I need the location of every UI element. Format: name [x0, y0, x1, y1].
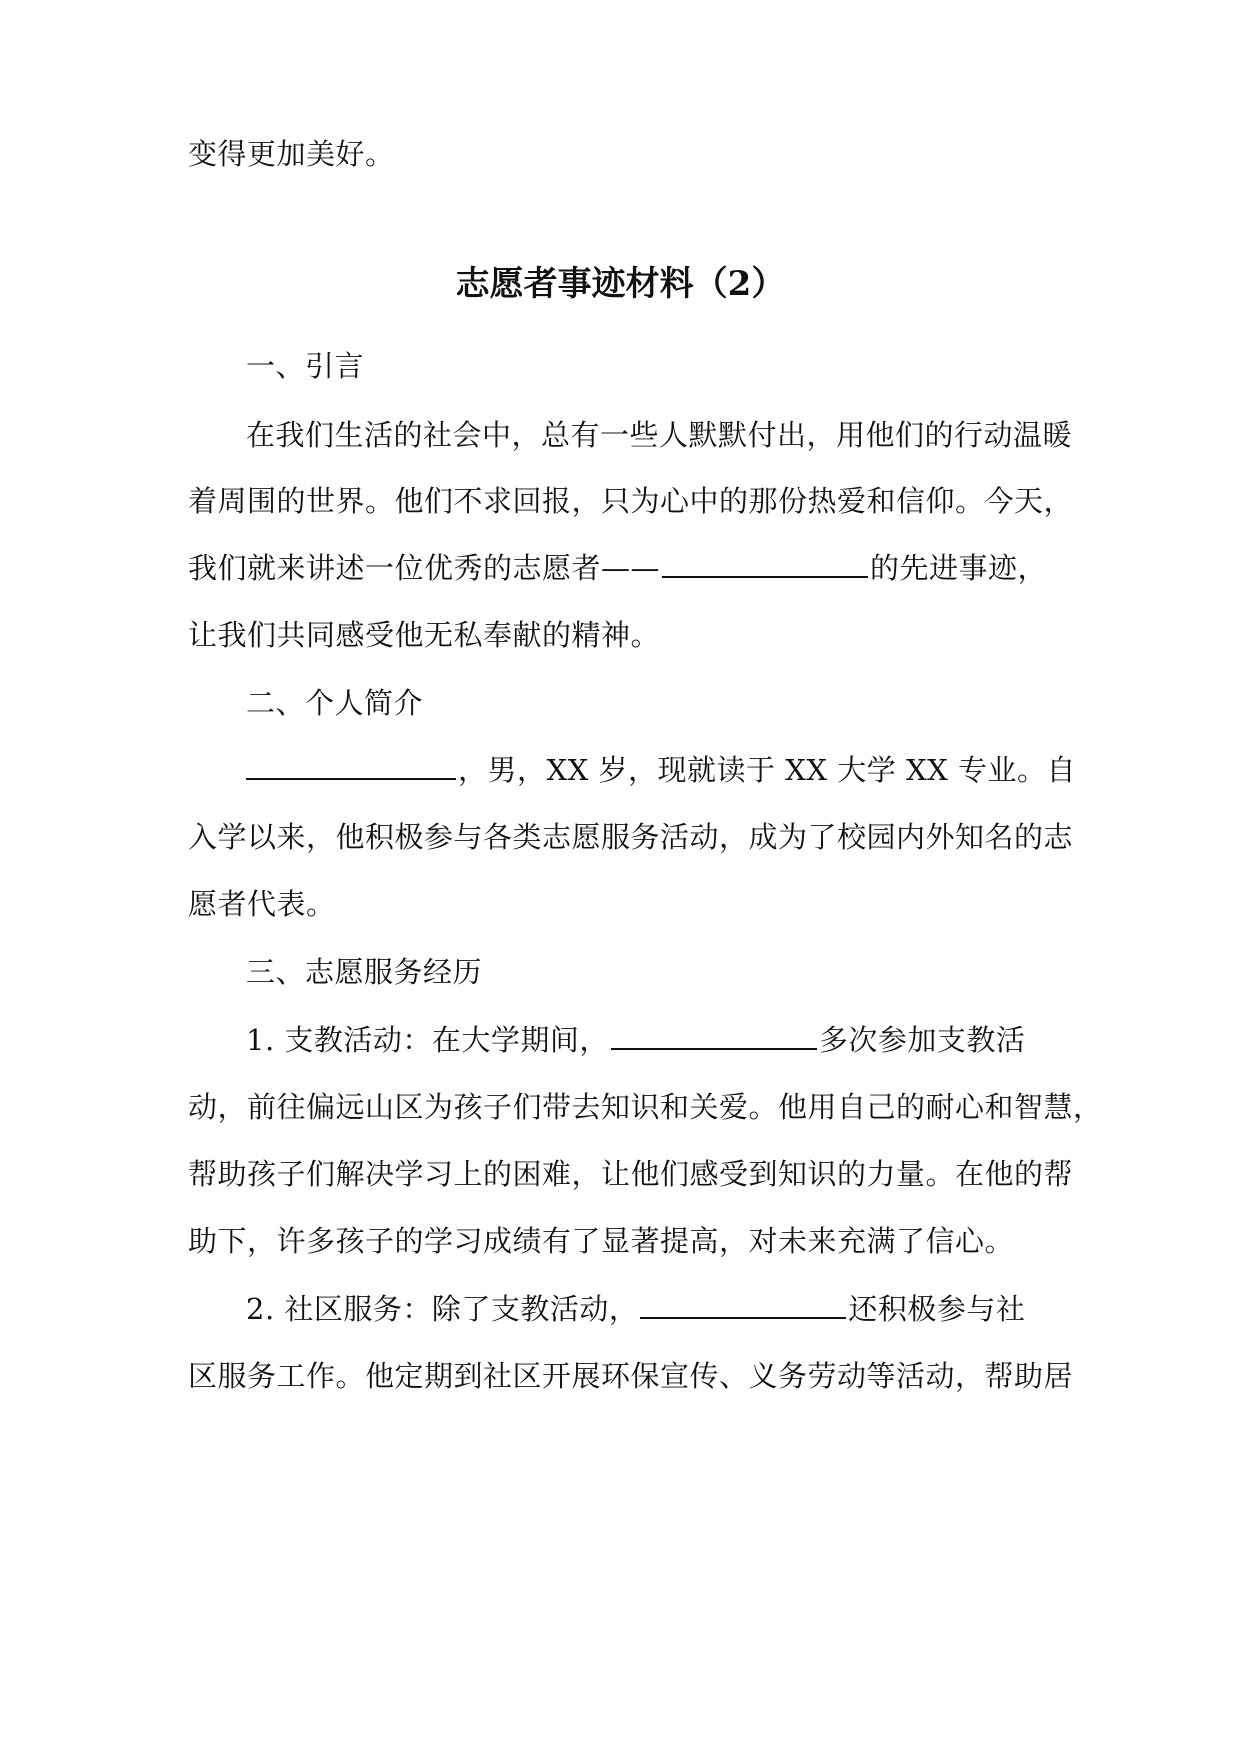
section1-heading: 一、引言 [246, 349, 365, 383]
text-segment: 还积极参与社 [848, 1292, 1026, 1326]
paragraph-line: 在我们生活的社会中，总有一些人默默付出，用他们的行动温暖 [246, 418, 1073, 452]
paragraph-line: 区服务工作。他定期到社区开展环保宣传、义务劳动等活动，帮助居 [188, 1359, 1074, 1393]
name-blank [611, 1022, 817, 1050]
paragraph-line [188, 548, 1068, 588]
section3-heading: 三、志愿服务经历 [246, 955, 483, 989]
paragraph-line: 帮助孩子们解决学习上的困难，让他们感受到知识的力量。在他的帮 [188, 1157, 1074, 1191]
paragraph-line [246, 1289, 1068, 1329]
text-segment: 2. 社区服务：除了支教活动， [246, 1292, 639, 1326]
page-title: 志愿者事迹材料（2） [455, 264, 786, 304]
paragraph-line: 入学以来，他积极参与各类志愿服务活动，成为了校园内外知名的志 [188, 820, 1074, 854]
section2-heading: 二、个人简介 [246, 686, 424, 720]
paragraph-line: 愿者代表。 [188, 887, 336, 921]
paragraph-line [246, 750, 1076, 790]
text-segment: 多次参加支教活 [818, 1023, 1026, 1057]
text-segment: ，男，XX 岁，现就读于 XX 大学 XX 专业。自 [458, 753, 1076, 787]
top-line: 变得更加美好。 [188, 137, 395, 171]
name-blank [246, 752, 456, 780]
paragraph-line: 让我们共同感受他无私奉献的精神。 [188, 618, 661, 652]
paragraph-line [246, 1020, 1068, 1060]
name-blank [640, 1291, 846, 1319]
paragraph-line: 动，前往偏远山区为孩子们带去知识和关爱。他用自己的耐心和智慧， [188, 1090, 1103, 1124]
text-segment: 我们就来讲述一位优秀的志愿者—— [188, 551, 661, 585]
name-blank [662, 550, 868, 578]
paragraph-line: 着周围的世界。他们不求回报，只为心中的那份热爱和信仰。今天， [188, 484, 1074, 518]
text-segment: 的先进事迹， [870, 551, 1048, 585]
text-segment: 1. 支教活动：在大学期间， [246, 1023, 609, 1057]
paragraph-line: 助下，许多孩子的学习成绩有了显著提高，对未来充满了信心。 [188, 1224, 1015, 1258]
